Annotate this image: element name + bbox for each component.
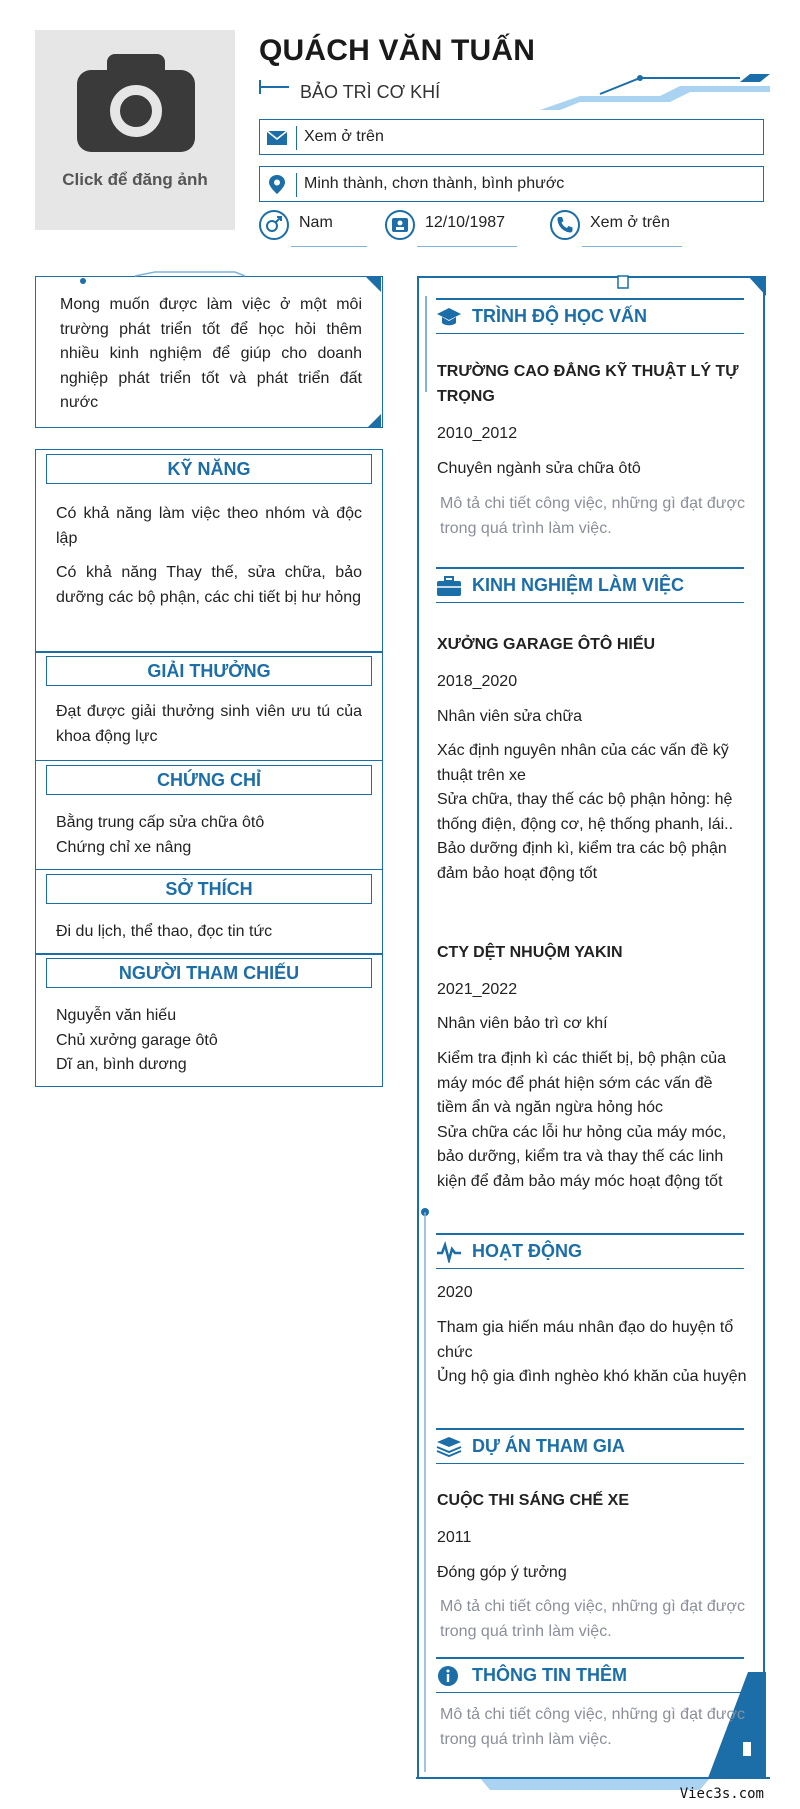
references-title: NGƯỜI THAM CHIẾU — [46, 958, 372, 988]
experience-header — [436, 567, 744, 603]
job-duty-line: Sửa chữa, thay thế các bộ phận hỏng: hệ thống điện, động cơ, hệ thống phanh, lái.. — [437, 791, 734, 833]
reference-line: Nguyễn văn hiếu — [56, 1007, 177, 1024]
certificate-item: Bằng trung cấp sửa chữa ôtô — [56, 814, 265, 831]
education-title: TRÌNH ĐỘ HỌC VẤN — [472, 306, 647, 326]
location-pin-icon — [266, 174, 288, 196]
gender-item — [259, 210, 369, 250]
activity-line: Tham gia hiến máu nhân đạo do huyện tổ chức — [437, 1319, 734, 1361]
mail-icon — [266, 127, 288, 149]
skills-section — [35, 449, 383, 653]
skill-item: Có khả năng làm việc theo nhóm và độc lập — [56, 505, 362, 547]
activity-lines — [437, 1316, 747, 1390]
birthday-item — [385, 210, 520, 250]
certificate-list — [56, 811, 362, 860]
awards-title: GIẢI THƯỞNG — [46, 656, 372, 686]
project-description: Mô tả chi tiết công việc, những gì đạt được trong quá trình làm việc. — [440, 1598, 745, 1640]
skills-list — [56, 502, 362, 620]
activity-line: Ủng hộ gia đình nghèo khó khăn của huyện — [437, 1368, 747, 1385]
job-duty-line: Kiểm tra định kì các thiết bị, bộ phận của máy móc để phát hiện sớm các vấn đề tiềm ẩn và ngăn ngừa hỏng hóc — [437, 1050, 727, 1116]
project-name: CUỘC THI SÁNG CHẾ XE — [437, 1492, 630, 1509]
job-position: Nhân viên bảo trì cơ khí — [437, 1015, 608, 1032]
awards-section — [35, 651, 383, 761]
certificates-title: CHỨNG CHỈ — [46, 765, 372, 795]
objective-decoration — [35, 270, 383, 430]
job-company: CTY DỆT NHUỘM YAKIN — [437, 944, 623, 961]
activities-header — [436, 1233, 744, 1269]
job-title: BẢO TRÌ CƠ KHÍ — [300, 82, 441, 102]
project-year: 2011 — [437, 1529, 472, 1546]
briefcase-icon — [436, 575, 462, 597]
skill-item: Có khả năng Thay thế, sửa chữa, bảo dưỡng các bộ phận, các chi tiết bị hư hỏng — [56, 564, 362, 606]
projects-header — [436, 1428, 744, 1464]
hobbies-section — [35, 869, 383, 955]
job-period: 2018_2020 — [437, 673, 518, 690]
project-role: Đóng góp ý tưởng — [437, 1564, 567, 1581]
photo-upload[interactable] — [35, 30, 235, 230]
header-decoration — [540, 72, 770, 112]
activity-year: 2020 — [437, 1284, 473, 1301]
job-duty-line: Xác định nguyên nhân của các vấn đề kỹ thuật trên xe — [437, 742, 729, 784]
phone-item — [550, 210, 690, 250]
job-period: 2021_2022 — [437, 981, 518, 998]
address-row — [259, 166, 764, 202]
certificate-item: Chứng chỉ xe nâng — [56, 838, 192, 856]
award-text: Đạt được giải thưởng sinh viên ưu tú của khoa động lực — [56, 703, 362, 745]
gender-icon — [259, 210, 289, 240]
school-name: TRƯỜNG CAO ĐẲNG KỸ THUẬT LÝ TỰ TRỌNG — [437, 363, 739, 405]
experience-title: KINH NGHIỆM LÀM VIỆC — [472, 575, 685, 595]
pulse-icon — [436, 1241, 462, 1263]
photo-label: Click để đăng ảnh — [62, 170, 208, 189]
email-row — [259, 119, 764, 155]
skills-title: KỸ NĂNG — [46, 454, 372, 484]
birthday-value: 12/10/1987 — [425, 214, 506, 231]
graduation-cap-icon — [436, 306, 462, 328]
layers-icon — [436, 1436, 462, 1458]
reference-line: Chủ xưởng garage ôtô — [56, 1031, 218, 1049]
education-header — [436, 298, 744, 334]
education-major: Chuyên ngành sửa chữa ôtô — [437, 460, 641, 477]
footer-watermark: Viec3s.com — [679, 1786, 764, 1802]
job-duties — [437, 1047, 747, 1194]
phone-value: Xem ở trên — [590, 214, 670, 231]
job-position: Nhân viên sửa chữa — [437, 708, 583, 725]
id-card-icon — [385, 210, 415, 240]
title-decor-line — [259, 86, 289, 88]
phone-icon — [550, 210, 580, 240]
job-duty-line: Bảo dưỡng định kì, kiểm tra các bộ phận đảm bảo hoạt động tốt — [437, 840, 727, 882]
career-objective: Mong muốn được làm việc ở một môi trường phát triển tốt để học hỏi thêm nhiều kinh nghiệm để giúp cho doanh nghiệp phát triển tốt và phát triển đất nước — [35, 276, 383, 428]
projects-title: DỰ ÁN THAM GIA — [472, 1436, 625, 1456]
job-duty-line: Sửa chữa các lỗi hư hỏng của máy móc, bảo dưỡng, kiểm tra và thay thế các linh kiện để đảm bảo máy móc hoạt động tốt — [437, 1123, 727, 1190]
hobbies-title: SỞ THÍCH — [46, 874, 372, 904]
camera-lens-icon — [110, 85, 162, 137]
reference-list — [56, 1004, 362, 1078]
email-value: Xem ở trên — [304, 128, 384, 145]
certificates-section — [35, 760, 383, 870]
additional-description: Mô tả chi tiết công việc, những gì đạt được trong quá trình làm việc. — [440, 1706, 745, 1748]
activities-title: HOẠT ĐỘNG — [472, 1241, 582, 1261]
gender-value: Nam — [299, 214, 333, 231]
reference-line: Dĩ an, bình dương — [56, 1056, 187, 1073]
education-description: Mô tả chi tiết công việc, những gì đạt được trong quá trình làm việc. — [440, 495, 745, 537]
additional-header — [436, 1657, 744, 1693]
info-icon — [436, 1665, 462, 1687]
additional-title: THÔNG TIN THÊM — [472, 1665, 627, 1685]
job-company: XƯỞNG GARAGE ÔTÔ HIẾU — [437, 636, 656, 653]
address-value: Minh thành, chơn thành, bình phước — [304, 175, 565, 192]
candidate-name: QUÁCH VĂN TUẤN — [259, 34, 536, 67]
job-duties — [437, 739, 747, 886]
education-period: 2010_2012 — [437, 425, 518, 442]
references-section — [35, 953, 383, 1087]
hobbies-text: Đi du lịch, thể thao, đọc tin tức — [56, 923, 273, 940]
